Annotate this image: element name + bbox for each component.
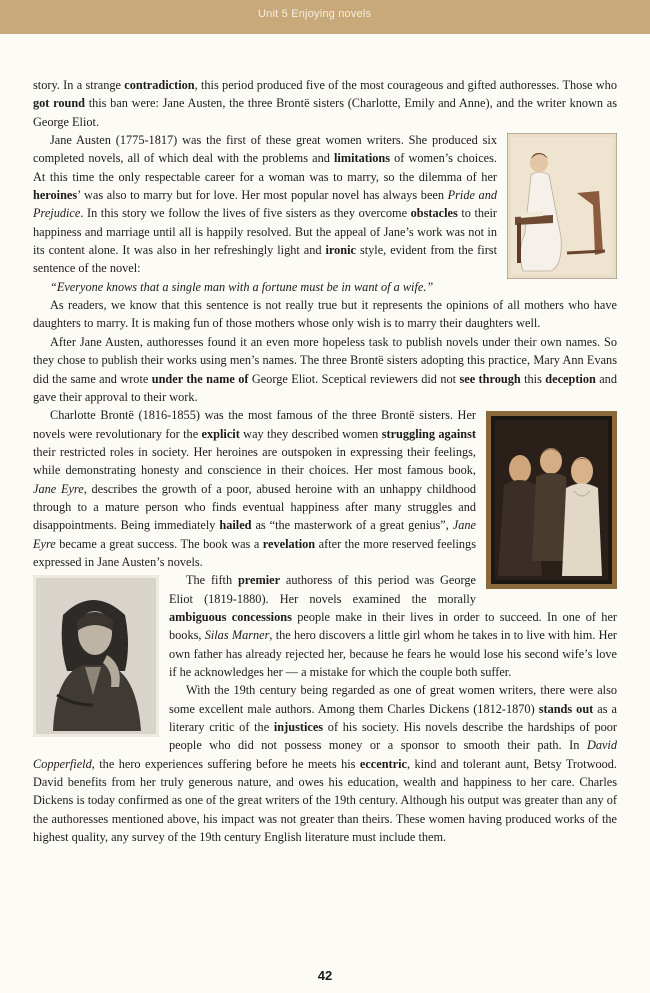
vocab-term: got round (33, 96, 85, 111)
text-run: as “the masterwork of a great genius”, (251, 518, 453, 533)
vocab-term: heroines (33, 188, 78, 203)
text-run: became a great success. The book was a (55, 536, 263, 551)
text-run: as a literary critic of the (169, 701, 617, 735)
text-run: , the hero discovers a little girl whom he takes in to live with him. Her own father has already rejected her, because he fears he would lose his second wife’s love if he acknowledges her — a mistake for which the couple both suffer. (169, 628, 617, 679)
text-run: Jane Austen (1775-1817) was the first of these great women writers. She produced six completed novels, all of which deal with the problems and (33, 133, 497, 166)
text-run: way they described women (239, 426, 382, 441)
text-run: after the more reserved feelings expressed in Jane Austen’s novels. (33, 536, 476, 569)
italic-text: Pride and Prejudice (33, 188, 497, 221)
vocab-term: hailed (219, 518, 252, 533)
text-run: , the hero experiences suffering before he meets his (91, 756, 360, 771)
vocab-term: under the name of (151, 371, 249, 386)
text-run: As readers, we know that this sentence is not really true but it represents the opinions of all mothers who have daughters to marry. It is making fun of those mothers whose only wish is to marry their daughters well. (33, 298, 617, 331)
text-run: this (520, 371, 546, 386)
vocab-term: limitations (334, 151, 391, 166)
vocab-term: struggling against (381, 426, 476, 441)
vocab-term: deception (545, 371, 596, 386)
text-run: , this period produced five of the most courageous and gifted authoresses. Those who (194, 78, 617, 92)
quote (33, 278, 617, 296)
text-run: their restricted roles in society. Her heroines are outspoken in expressing their feelings, while demonstrating honesty and conscience in their choices. Her most famous book, (33, 444, 476, 478)
text-run: and gave their approval to their work. (33, 371, 617, 404)
unit-header-band (0, 0, 650, 34)
paragraph (33, 296, 617, 333)
text-run: George Eliot. Sceptical reviewers did not (248, 371, 460, 386)
text-run: . In this story we follow the lives of five sisters as they overcome (80, 206, 411, 221)
vocab-term: see through (459, 371, 521, 386)
text-run: Charlotte Brontë (1816-1855) was the most famous of the three Brontë sisters. Her novels were revolutionary for the (33, 408, 476, 441)
paragraph (33, 333, 617, 406)
italic-text: David Copperfield (33, 738, 617, 771)
vocab-term: injustices (273, 720, 324, 735)
article-body (33, 76, 617, 846)
page-number: 42 (317, 968, 333, 983)
text-run: , kind and tolerant aunt, Betsy Trotwood. David benefits from her truly generous nature, and owes his education, wealth and happiness to her care. Charles Dickens is today confirmed as one of the great writers of the 19th century. Although his output was greater than any of the authoresses mentioned above, his impact was not greater than theirs. These women having produced works of the highest quality, any survey of the 19th century English literature must include them. (33, 756, 617, 845)
text-run: With the 19th century being regarded as one of great women writers, there were also some excellent male authors. Among them Charles Dickens (1812-1870) (169, 683, 617, 716)
text-run: , describes the growth of a poor, abused heroine with an unhappy childhood through to a mature person who finds eventual happiness after many struggles and disappointments. Being immediately (33, 481, 476, 533)
text-run: of his society. His novels describe the hardships of poor people who did not possess money or a sponsor to smooth their path. In (169, 720, 618, 753)
text-run: to their happiness and marriage until all is happily resolved. But the appeal of Jane’s work was not in its content alone. It was also in her refreshingly light and (33, 206, 498, 258)
text-run: The fifth (186, 573, 238, 588)
text-run: story. In a strange (33, 78, 125, 92)
text-run: of women’s choices. At this time the only respectable career for a woman was to marry, so the dilemma of her (33, 151, 497, 184)
text-run: authoress of this period was George Eliot (1819-1880). Her novels examined the morally (169, 573, 476, 606)
vocab-term: eccentric (359, 756, 407, 771)
vocab-term: premier (237, 573, 281, 588)
italic-text: Jane Eyre (33, 481, 84, 496)
italic-text: Silas Marner (204, 628, 270, 643)
vocab-term: revelation (262, 536, 316, 551)
text-run: this ban were: Jane Austen, the three Brontë sisters (Charlotte, Emily and Anne), and the writer known as George Eliot. (33, 96, 618, 129)
vocab-term: obstacles (410, 206, 458, 221)
text-run: people make in their lives in order to succeed. In one of her books, (169, 609, 618, 643)
vocab-term: explicit (201, 426, 240, 441)
unit-title: Unit 5 Enjoying novels (258, 8, 372, 20)
vocab-term: ironic (325, 243, 356, 258)
george-eliot-portrait-image (33, 575, 159, 737)
vocab-term: contradiction (124, 78, 195, 92)
vocab-term: ambiguous concessions (169, 609, 292, 624)
text-run: After Jane Austen, authoresses found it an even more hopeless task to publish novels under their own names. So they chose to publish their works using men’s names. The three Brontë sisters adopting this practice, Mary Ann Evans did the same and wrote (33, 334, 617, 386)
text-run: ’ was also to marry but for love. Her most popular novel has always been (77, 188, 448, 203)
vocab-term: stands out (538, 701, 594, 716)
italic-text: Jane Eyre (33, 518, 476, 551)
bronte-sisters-portrait-image (486, 411, 617, 589)
italic-text: “Everyone knows that a single man with a fortune must be in want of a wife.” (50, 279, 434, 294)
paragraph (33, 76, 617, 131)
text-run: style, evident from the first sentence of the novel: (33, 243, 497, 276)
austen-portrait-image (507, 133, 617, 279)
